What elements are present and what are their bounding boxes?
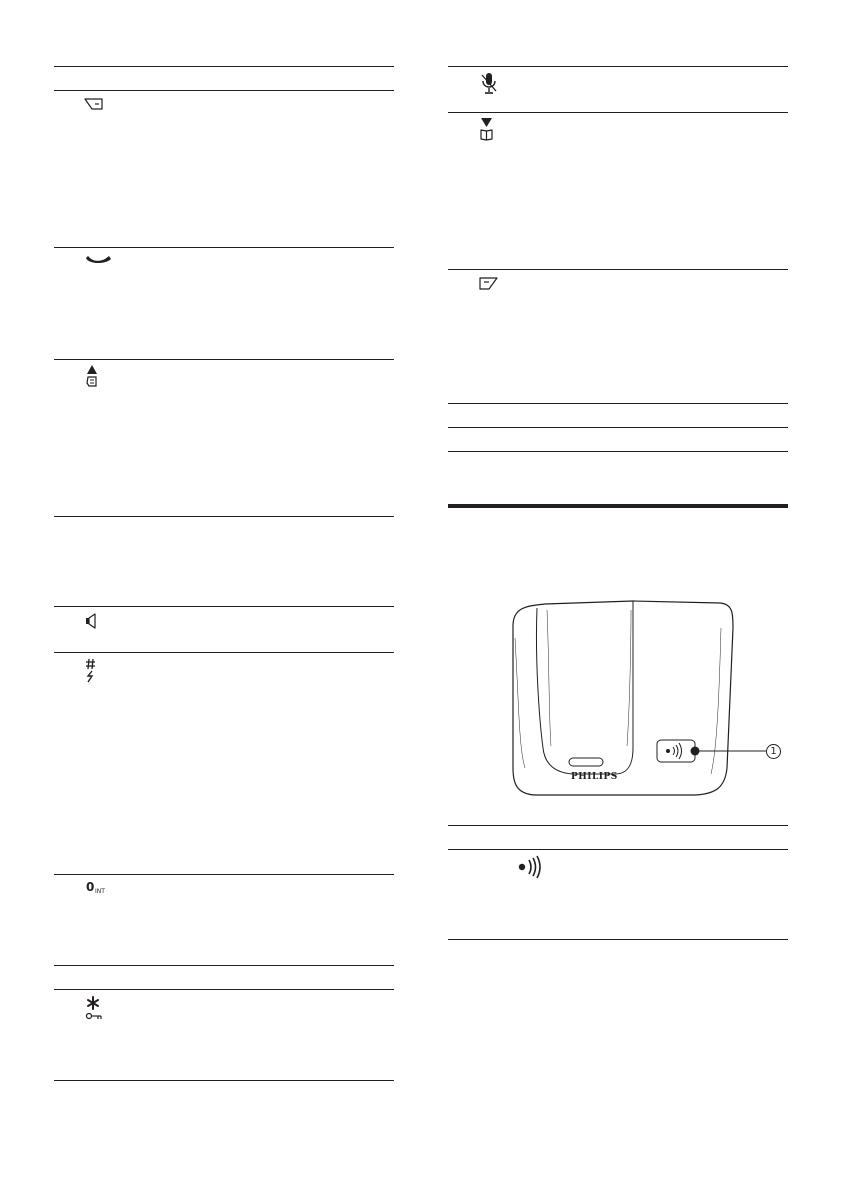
end-call-icon (83, 255, 115, 267)
zero-digit: 0 (86, 880, 95, 894)
row-rule (448, 269, 788, 270)
row-rule (54, 247, 394, 248)
intercom-label: INT (95, 888, 105, 895)
star-keypad-lock-icon (85, 996, 105, 1022)
row-rule (54, 606, 394, 607)
base-station-illustration (505, 598, 795, 802)
right-table-top-rule (448, 66, 788, 67)
left-table-top-rule (54, 66, 394, 67)
mute-microphone-icon (480, 72, 498, 96)
row-rule (54, 874, 394, 875)
left-table-bottom-rule (54, 1080, 394, 1081)
left-table-header-rule (54, 90, 394, 91)
row-rule (54, 516, 394, 517)
base-table-bottom-rule (448, 939, 788, 940)
section-heading-rule (448, 504, 788, 508)
row-rule (54, 989, 394, 990)
base-table-header-rule (448, 849, 788, 850)
callout-number: 1 (766, 744, 781, 759)
right-softkey-icon (479, 277, 499, 291)
scroll-down-phonebook-icon (480, 117, 494, 141)
right-table-bottom-rule (448, 451, 788, 452)
row-rule (54, 359, 394, 360)
scroll-up-redial-icon (86, 364, 98, 390)
menu-left-softkey-icon (84, 98, 104, 112)
row-rule (448, 427, 788, 428)
speaker-icon (85, 613, 99, 629)
page-button-icon (517, 855, 547, 879)
hash-pause-icon (85, 658, 97, 684)
base-table-top-rule (448, 825, 788, 826)
row-rule (448, 403, 788, 404)
row-rule (54, 652, 394, 653)
zero-intercom-icon (86, 882, 116, 898)
row-rule (54, 965, 394, 966)
brand-logo: PHILIPS (571, 772, 618, 782)
row-rule (448, 112, 788, 113)
